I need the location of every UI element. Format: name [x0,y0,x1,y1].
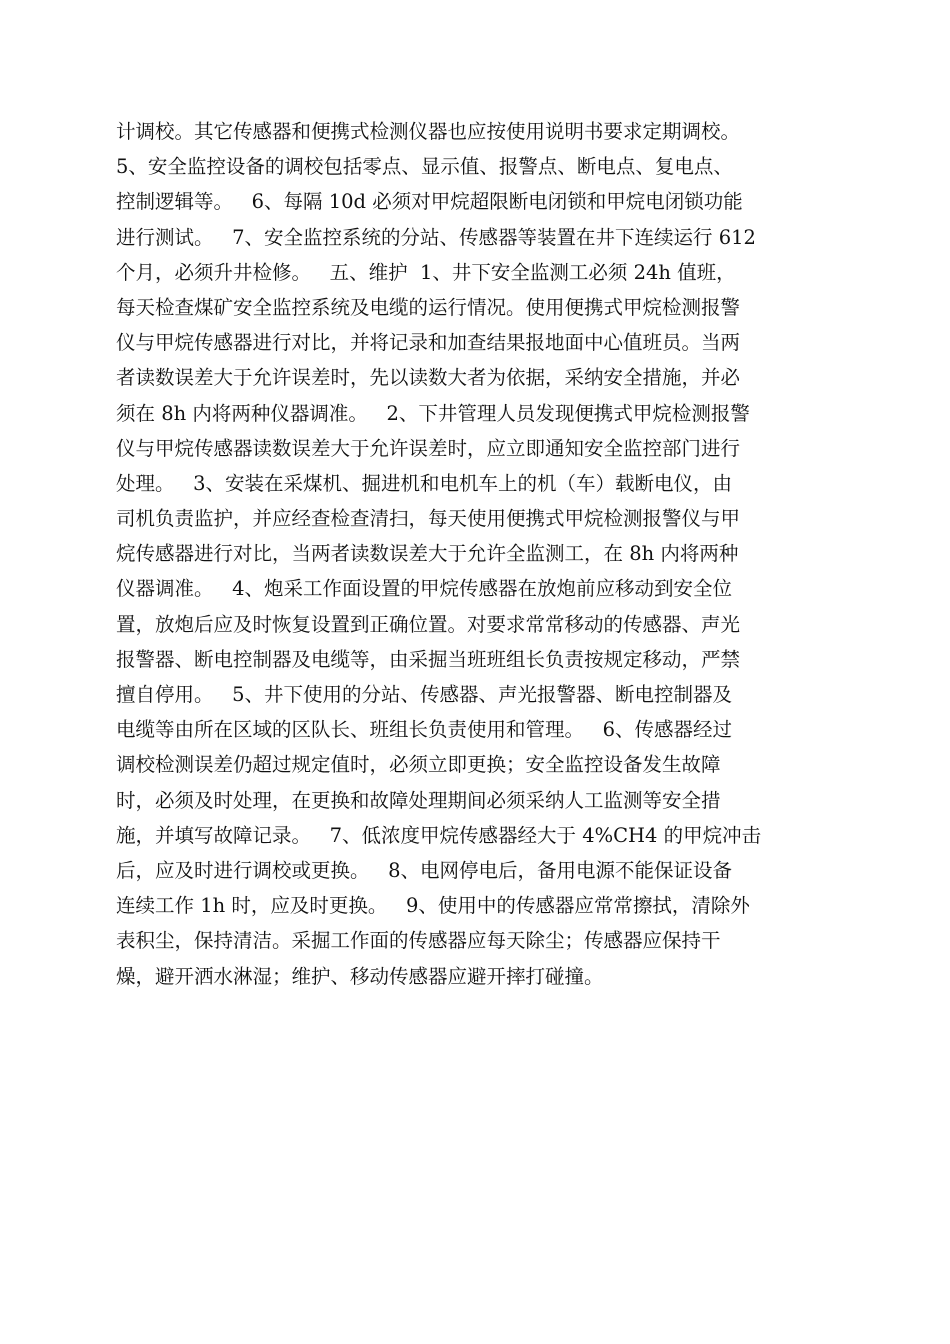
text-line: 处理。 3、安装在采煤机、掘进机和电机车上的机（车）载断电仪，由 [116,471,733,495]
text-line: 5、安全监控设备的调校包括零点、显示值、报警点、断电点、复电点、 [116,155,733,179]
text-line: 燥，避开洒水淋湿；维护、移动传感器应避开摔打碰撞。 [116,964,604,988]
text-line: 仪与甲烷传感器进行对比，并将记录和加查结果报地面中心值班员。当两 [116,331,741,355]
text-line: 报警器、断电控制器及电缆等，由采掘当班班组长负责按规定移动，严禁 [116,647,741,671]
text-line: 连续工作 1h 时，应及时更换。 9、使用中的传感器应常常擦拭，清除外 [116,894,750,918]
text-line: 表积尘，保持清洁。采掘工作面的传感器应每天除尘；传感器应保持干 [116,929,721,953]
text-line: 每天检查煤矿安全监控系统及电缆的运行情况。使用便携式甲烷检测报警 [116,295,741,319]
text-line: 个月，必须升井检修。 五、维护 1、井下安全监测工必须 24h 值班， [116,260,736,284]
text-line: 仪器调准。 4、炮采工作面设置的甲烷传感器在放炮前应移动到安全位 [116,577,733,601]
text-line: 仪与甲烷传感器读数误差大于允许误差时，应立即通知安全监控部门进行 [116,436,741,460]
text-line: 调校检测误差仍超过规定值时，必须立即更换；安全监控设备发生故障 [116,753,721,777]
text-line: 后，应及时进行调校或更换。 8、电网停电后，备用电源不能保证设备 [116,858,733,882]
text-line: 电缆等由所在区域的区队长、班组长负责使用和管理。 6、传感器经过 [116,718,733,742]
text-line: 进行测试。 7、安全监控系统的分站、传感器等装置在井下连续运行 612 [116,225,756,249]
text-line: 擅自停用。 5、井下使用的分站、传感器、声光报警器、断电控制器及 [116,683,733,706]
text-line: 控制逻辑等。 6、每隔 10d 必须对甲烷超限断电闭锁和甲烷电闭锁功能 [116,190,743,214]
text-line: 置，放炮后应及时恢复设置到正确位置。对要求常常移动的传感器、声光 [116,612,741,636]
text-line: 施，并填写故障记录。 7、低浓度甲烷传感器经大于 4%CH4 的甲烷冲击 [116,823,762,847]
text-line: 司机负责监护，并应经查检查清扫，每天使用便携式甲烷检测报警仪与甲 [116,507,741,531]
text-line: 烷传感器进行对比，当两者读数误差大于允许全监测工，在 8h 内将两种 [116,542,739,566]
text-line: 时，必须及时处理，在更换和故障处理期间必须采纳人工监测等安全措 [116,788,721,812]
text-line: 须在 8h 内将两种仪器调准。 2、下井管理人员发现便携式甲烷检测报警 [116,401,750,425]
text-line: 者读数误差大于允许误差时，先以读数大者为依据，采纳安全措施，并必 [116,366,741,390]
body-text [116,114,836,994]
text-line: 计调校。其它传感器和便携式检测仪器也应按使用说明书要求定期调校。 [116,120,741,143]
